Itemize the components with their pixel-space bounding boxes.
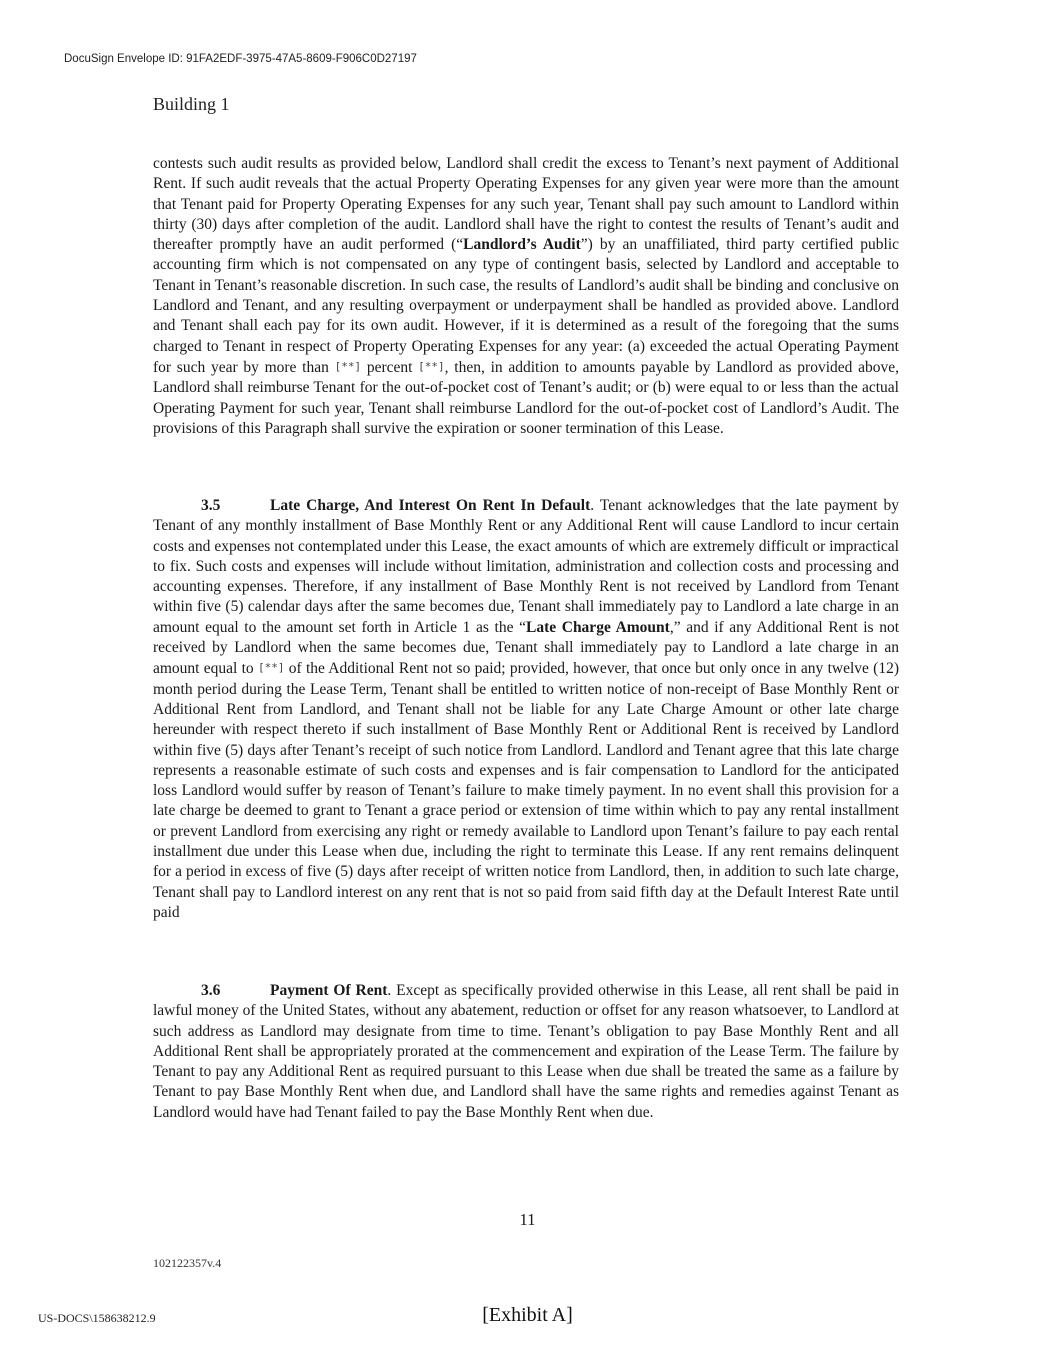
defined-term: Landlord’s Audit xyxy=(463,236,581,254)
redaction-mark: [**] xyxy=(334,359,362,373)
envelope-id: DocuSign Envelope ID: 91FA2EDF-3975-47A5-8609-F906C0D27197 xyxy=(64,53,417,65)
section-heading: Payment Of Rent xyxy=(270,982,388,999)
section-number: 3.5 xyxy=(201,497,221,514)
page-number: 11 xyxy=(519,1210,536,1229)
section-3-5: 3.5 Late Charge, And Interest On Rent In Default. Tenant acknowledges that the late payment by Tenant of any monthly installment of Base Monthly Rent or any Additional Rent will cause Landlord to incur certain costs and expenses not contemplated under this Lease, the exact amounts of which are extremely difficult or impractical to fix. Such costs and expenses will include without limitation, administration and collection costs and processing and accounting expenses. Therefore, if any installment of Base Monthly Rent is not received by Landlord from Tenant within five (5) calendar days after the same becomes due, Tenant shall immediately pay to Landlord a late charge in an amount equal to the amount set forth in Article 1 as the “Late Charge Amount,” and if any Additional Rent is not received by Landlord when the same becomes due, Tenant shall immediately pay to Landlord a late charge in an amount equal to [**] of the Additional Rent not so paid; provided, however, that once but only once in any twelve (12) month period during the Lease Term, Tenant shall be entitled to written notice of non-receipt of Base Monthly Rent or Additional Rent from Landlord, and Tenant shall not be liable for any Late Charge Amount or other late charge hereunder with respect thereto if such installment of Base Monthly Rent or Additional Rent is received by Landlord within five (5) days after Tenant’s receipt of such notice from Landlord. Landlord and Tenant agree that this late charge represents a reasonable estimate of such costs and expenses and is fair compensation to Landlord for the anticipated loss Landlord would suffer by reason of Tenant’s failure to make timely payment. In no event shall this provision for a late charge be deemed to grant to Tenant a grace period or extension of time within which to pay any rental installment or prevent Landlord from exercising any right or remedy available to Landlord upon Tenant’s failure to pay each rental installment due under this Lease when due, including the right to terminate this Lease. If any rent remains delinquent for a period in excess of five (5) days after receipt of written notice from Landlord, then, in addition to such late charge, Tenant shall pay to Landlord interest on any rent that is not so paid from said fifth day at the Default Interest Rate until paid xyxy=(153,497,899,921)
section-heading: Late Charge, And Interest On Rent In Default xyxy=(270,497,591,514)
defined-term: Late Charge Amount xyxy=(526,618,670,636)
document-version: 102122357v.4 xyxy=(153,1256,222,1270)
section-number: 3.6 xyxy=(201,982,221,999)
exhibit-label: [Exhibit A] xyxy=(482,1304,573,1326)
docs-id: US-DOCS\158638212.9 xyxy=(38,1311,156,1325)
redaction-mark: [**] xyxy=(257,661,285,675)
building-title: Building 1 xyxy=(153,94,230,114)
redaction-mark: [**] xyxy=(418,359,445,373)
paragraph-audit: contests such audit results as provided below, Landlord shall credit the excess to Tenant’s next payment of Additional Rent. If such audit reveals that the actual Property Operating Expenses for any given year were more than the amount that Tenant paid for Property Operating Expenses for any such year, Tenant shall pay such amount to Landlord within thirty (30) days after completion of the audit. Landlord shall have the right to contest the results of Tenant’s audit and thereafter promptly have an audit performed (“Landlord’s Audit”) by an unaffiliated, third party certified public accounting firm which is not compensated on any type of contingent basis, selected by Landlord and acceptable to Tenant in Tenant’s reasonable discretion. In such case, the results of Landlord’s audit shall be binding and conclusive on Landlord and Tenant, and any resulting overpayment or underpayment shall be handled as provided above. Landlord and Tenant shall each pay for its own audit. However, if it is determined as a result of the foregoing that the sums charged to Tenant in respect of Property Operating Expenses for any year: (a) exceeded the actual Operating Payment for such year by more than [**] percent [**], then, in addition to amounts payable by Landlord as provided above, Landlord shall reimburse Tenant for the out-of-pocket cost of Tenant’s audit; or (b) were equal to or less than the actual Operating Payment for such year, Tenant shall reimburse Landlord for the out-of-pocket cost of Landlord’s Audit. The provisions of this Paragraph shall survive the expiration or sooner termination of this Lease. xyxy=(153,155,900,437)
section-3-6: 3.6 Payment Of Rent. Except as specifically provided otherwise in this Lease, all rent shall be paid in lawful money of the United States, without any abatement, reduction or offset for any reason whatsoever, to Landlord at such address as Landlord may designate from time to time. Tenant’s obligation to pay Base Monthly Rent and all Additional Rent shall be appropriately prorated at the commencement and expiration of the Lease Term. The failure by Tenant to pay any Additional Rent as required pursuant to this Lease when due shall be treated the same as a failure by Tenant to pay Base Monthly Rent when due, and Landlord shall have the same rights and remedies against Tenant as Landlord would have had Tenant failed to pay the Base Monthly Rent when due. xyxy=(153,982,899,1121)
